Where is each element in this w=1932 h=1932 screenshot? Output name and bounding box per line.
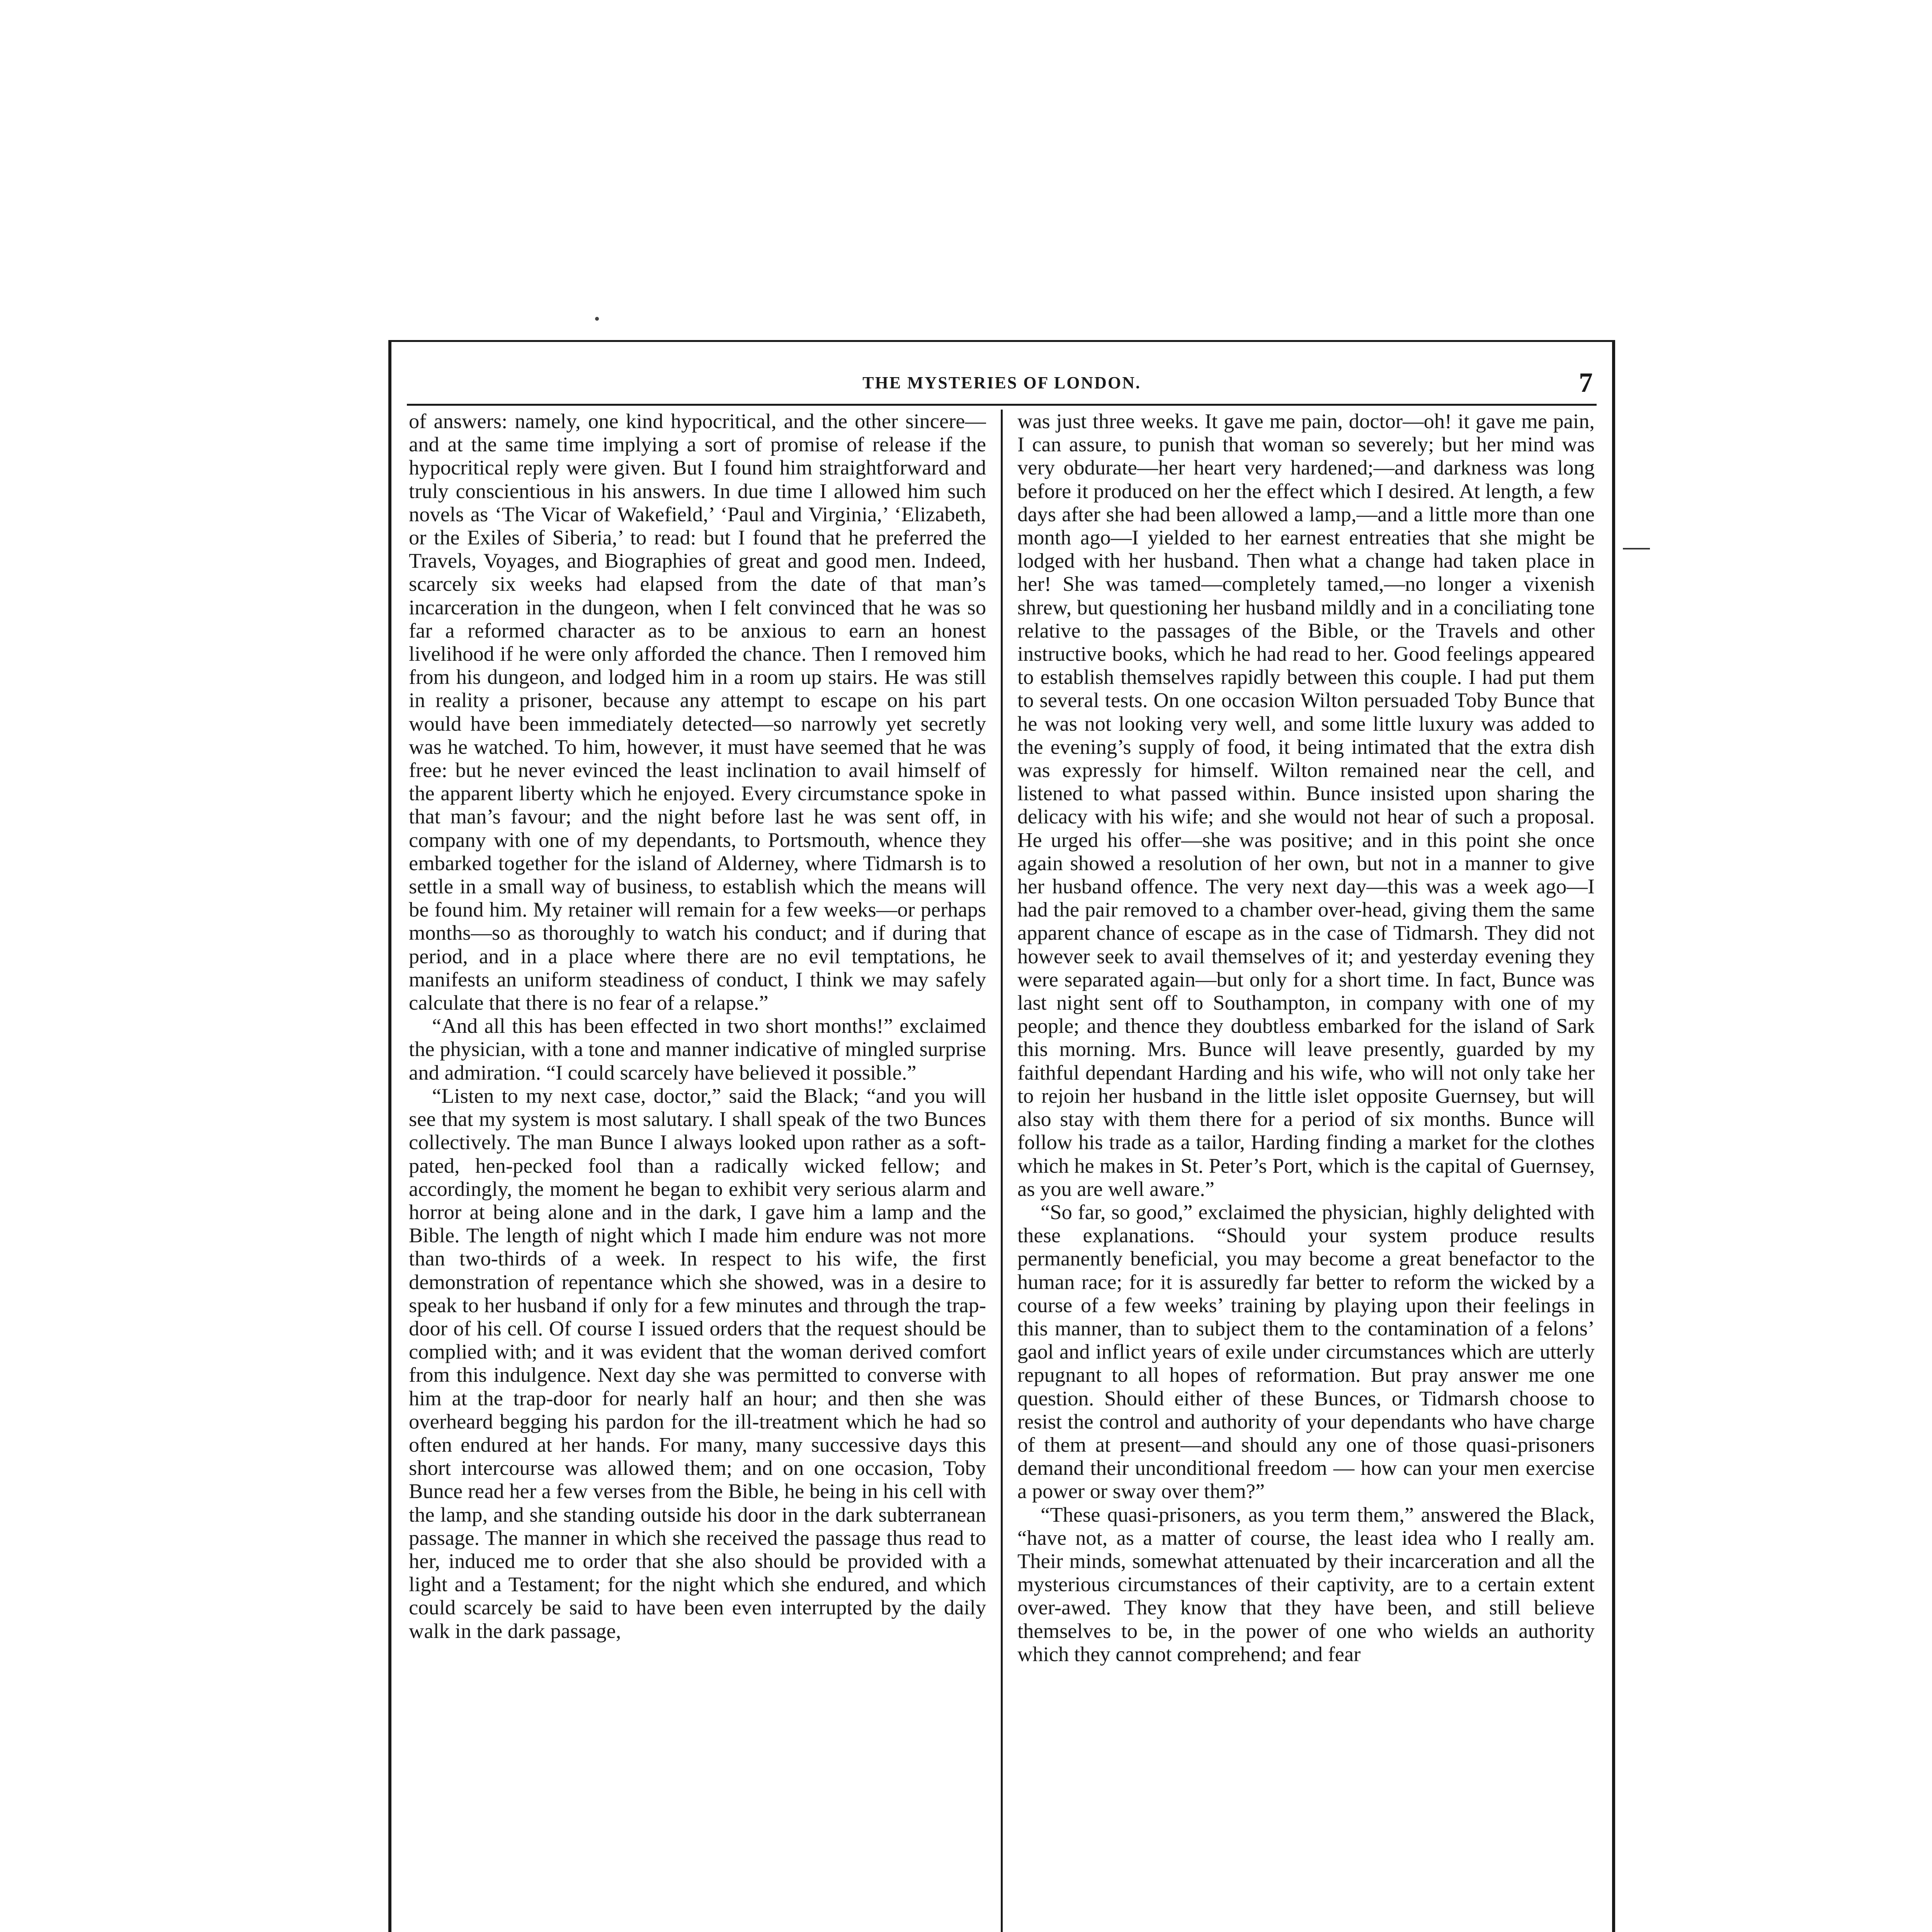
paragraph: “Listen to my next case, doctor,” said the Black; “and you will see that my system is most salutary. I shall speak of the two Bunces collectively. The man Bunce I always looked upon rather as a soft-pated, hen-pecked fool than a radically wicked fellow; and accordingly, the moment he began to exhibit very serious alarm and horror at being alone and in the dark, I gave him a lamp and the Bible. The length of night which I made him endure was not more than two-thirds of a week. In respect to his wife, the first demonstration of repentance which she showed, was in a desire to speak to her husband if only for a few minutes and through the trap-door of his cell. Of course I issued orders that the request should be complied with; and it was evident that the woman derived comfort from this indulgence. Next day she was permitted to converse with him at the trap-door for nearly half an hour; and then she was overheard begging his pardon for the ill-treatment which he had so often endured at her hands. For many, many successive days this short intercourse was allowed them; and on one occasion, Toby Bunce read her a few verses from the Bible, he being in his cell with the lamp, and she standing outside his door in the dark subterranean passage. The manner in which she received the passage thus read to her, induced me to order that she also should be provided with a light and a Testament; for the night which she endured, and which could scarcely be said to have been even interrupted by the daily walk in the dark passage, bbox=[409, 1083, 986, 1643]
column-divider bbox=[1001, 410, 1003, 1932]
paragraph: was just three weeks. It gave me pain, doctor—oh! it gave me pain, I can assure, to punish that woman so severely; but her mind was very obdurate—her heart very hardened;—and darkness was long before it produced on her the effect which I desired. At length, a few days after she had been allowed a lamp,—and a little more than one month ago—I yielded to her earnest entreaties that she might be lodged with her husband. Then what a change had taken place in her! She was tamed—completely tamed,—no longer a vixenish shrew, but questioning her husband mildly and in a conciliating tone relative to the passages of the Bible, or the Travels and other instructive books, which he had read to her. Good feelings appeared to establish themselves rapidly between this couple. I had put them to several tests. On one occasion Wilton persuaded Toby Bunce that he was not looking very well, and some little luxury was added to the evening’s supply of food, it being intimated that the extra dish was expressly for himself. Wilton remained near the cell, and listened to what passed within. Bunce insisted upon sharing the delicacy with his wife; and she would not hear of such a proposal. He urged his offer—she was positive; and in this point she once again showed a resolution of her own, but not in a manner to give her husband offence. The very next day—this was a week ago—I had the pair removed to a chamber over-head, giving them the same apparent chance of escape as in the case of Tidmarsh. They did not however seek to avail themselves of it; and yesterday evening they were separated again—but only for a short time. In fact, Bunce was last night sent off to Southampton, in company with one of my people; and thence they doubtless embarked for the island of Sark this morning. Mrs. Bunce will leave presently, guarded by my faithful dependant Harding and his wife, who will not only take her to rejoin her husband in the little islet opposite Guernsey, but will also stay with them there for a period of six months. Bunce will follow his trade as a tailor, Harding finding a market for the clothes which he makes in St. Peter’s Port, which is the capital of Guernsey, as you are well aware.” bbox=[1017, 410, 1595, 1201]
left-column bbox=[409, 410, 986, 1932]
paragraph: “So far, so good,” exclaimed the physician, highly delighted with these explanations. “Should your system produce results permanently beneficial, you may become a great benefactor to the human race; for it is assuredly far better to reform the wicked by a course of a few weeks’ training by playing upon their feelings in this manner, than to subject them to the contamination of a felons’ gaol and inflict years of exile under circumstances which are utterly repugnant to all hopes of reformation. But pray answer me one question. Should either of these Bunces, or Tidmarsh choose to resist the control and authority of your dependants who have charge of them at present—and should any one of those quasi-prisoners demand their unconditional freedom — how can your men exercise a power or sway over them?” bbox=[1017, 1200, 1595, 1503]
running-head: THE MYSTERIES OF LONDON. bbox=[862, 373, 1141, 392]
page-header bbox=[407, 369, 1597, 406]
paragraph: “And all this has been effected in two short months!” exclaimed the physician, with a tone and manner indicative of mingled surprise and admiration. “I could scarcely have believed it possible.” bbox=[409, 1014, 986, 1084]
paragraph: of answers: namely, one kind hypocritical, and the other sincere—and at the same time implying a sort of promise of release if the hypocritical reply were given. But I found him straightforward and truly conscientious in his answers. In due time I allowed him such novels as ‘The Vicar of Wakefield,’ ‘Paul and Virginia,’ ‘Elizabeth, or the Exiles of Siberia,’ to read: but I found that he preferred the Travels, Voyages, and Biographies of great and good men. Indeed, scarcely six weeks had elapsed from the date of that man’s incarceration in the dungeon, when I felt convinced that he was so far a reformed character as to be anxious to earn an honest livelihood if he were only afforded the chance. Then I removed him from his dungeon, and lodged him in a room up stairs. He was still in reality a prisoner, because any attempt to escape on his part would have been immediately detected—so narrowly yet secretly was he watched. To him, however, it must have seemed that he was free: but he never evinced the least inclination to avail himself of the apparent liberty which he enjoyed. Every circumstance spoke in that man’s favour; and the night before last he was sent off, in company with one of my dependants, to Portsmouth, whence they embarked together for the island of Alderney, where Tidmarsh is to settle in a small way of business, to establish which the means will be found him. My retainer will remain for a few weeks—or perhaps months—so as thoroughly to watch his conduct; and if during that period, and in a place where there are no evil temptations, he manifests an uniform steadiness of conduct, I think we may safely calculate that there is no fear of a relapse.” bbox=[409, 410, 986, 1015]
print-speck bbox=[595, 317, 599, 321]
right-column bbox=[1017, 410, 1595, 1932]
margin-mark bbox=[1623, 548, 1650, 549]
book-page bbox=[388, 340, 1615, 1932]
text-columns bbox=[409, 410, 1595, 1932]
paragraph: “These quasi-prisoners, as you term them,” answered the Black, “have not, as a matter of course, the least idea who I really am. Their minds, somewhat attenuated by their incarceration and all the mysterious circumstances of their captivity, are to a certain extent over-awed. They know that they have been, and still believe themselves to be, in the power of one who wields an authority which they cannot comprehend; and fear bbox=[1017, 1502, 1595, 1666]
page-number: 7 bbox=[1579, 367, 1593, 398]
